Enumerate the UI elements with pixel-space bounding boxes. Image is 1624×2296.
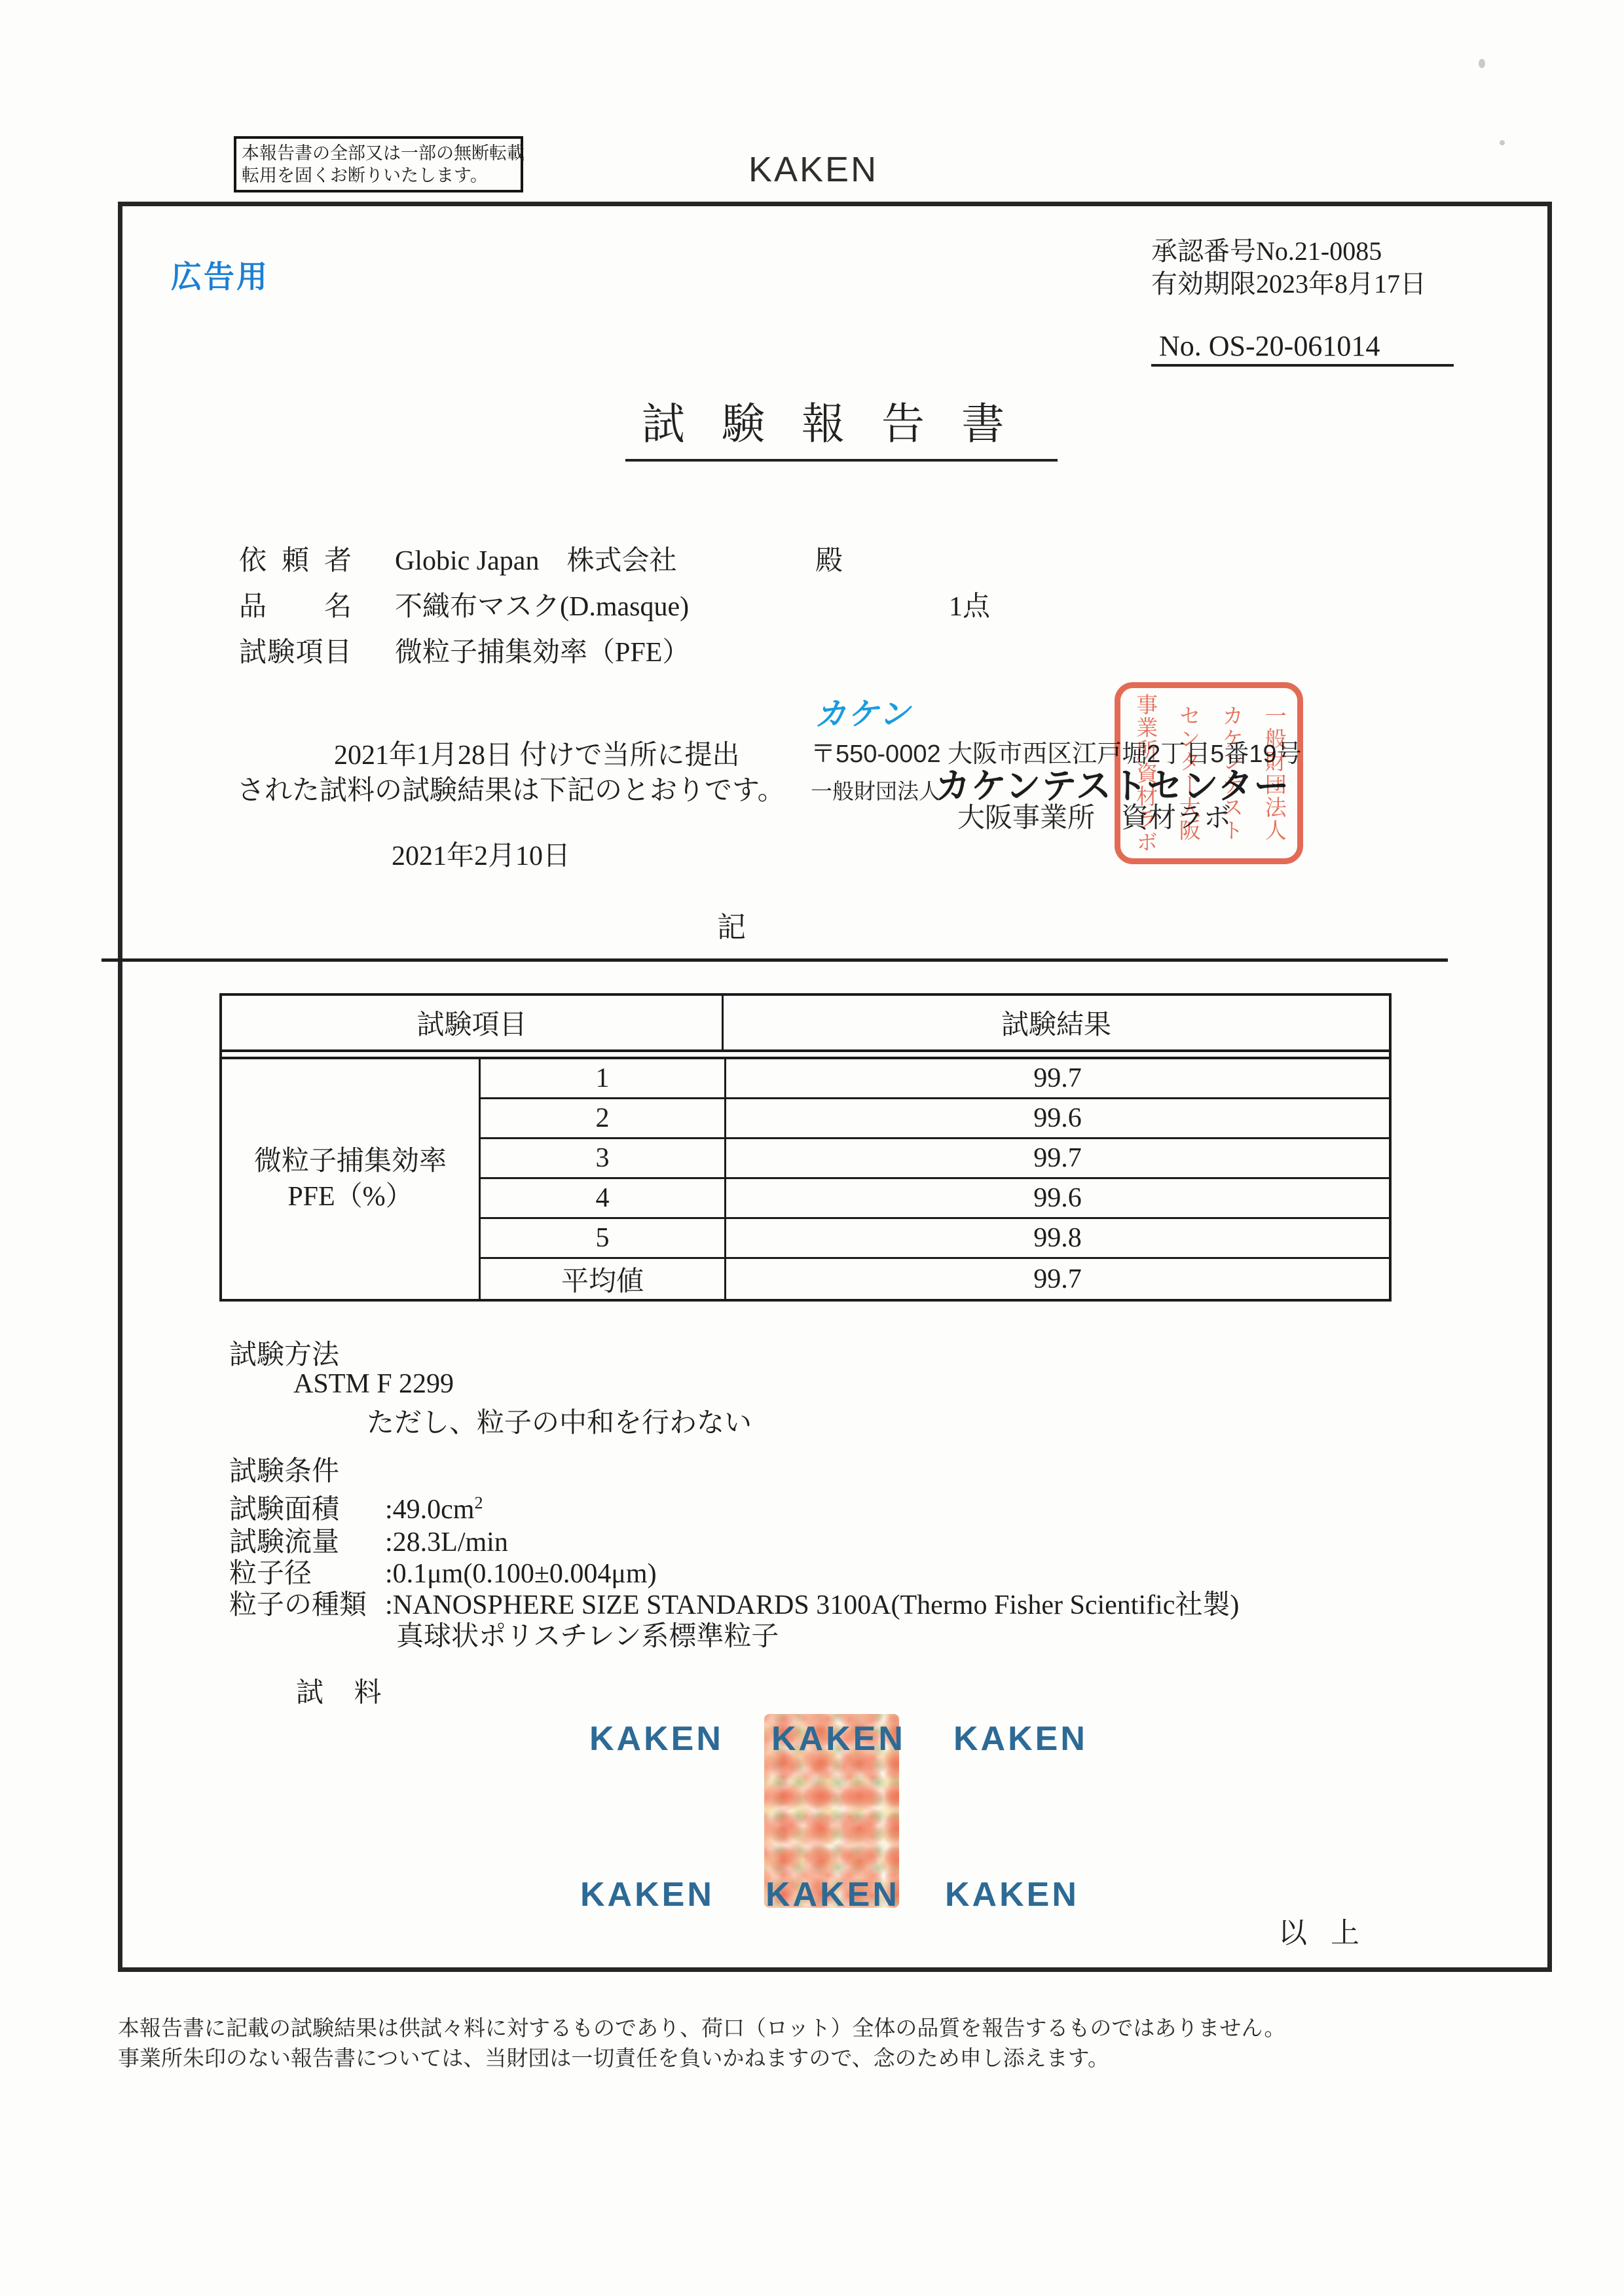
row-number: 2 bbox=[481, 1099, 726, 1137]
scan-artifact bbox=[1479, 59, 1485, 68]
table-row bbox=[481, 1059, 1389, 1099]
results-table-header bbox=[222, 996, 1389, 1052]
closing-mark: 以上 bbox=[1278, 1917, 1383, 1949]
issuer-office: 大阪事業所 bbox=[957, 802, 1096, 833]
footer-disclaimer-line-1: 本報告書に記載の試験結果は供試々料に対するものであり、荷口（ロット）全体の品質を報告するものではありません。 bbox=[118, 2016, 1286, 2040]
issuer-org-name: カケンテストセンター bbox=[935, 767, 1290, 806]
table-row bbox=[481, 1139, 1389, 1179]
notice-line-2: 転用を固くお断りいたします。 bbox=[242, 166, 488, 185]
condition-value: :NANOSPHERE SIZE STANDARDS 3100A(Thermo Fisher Scientific社製) bbox=[385, 1590, 1240, 1620]
results-table-body bbox=[222, 1059, 1389, 1299]
row-value: 99.7 bbox=[1033, 1143, 1082, 1173]
stamp-column-3: センター大阪 bbox=[1175, 704, 1200, 842]
condition-value: :0.1μm(0.100±0.004μm) bbox=[385, 1559, 657, 1589]
expiry-date: 有効期限2023年8月17日 bbox=[1151, 269, 1426, 299]
product-name: 不織布マスク(D.masque) bbox=[395, 592, 690, 622]
product-label: 品名 bbox=[239, 592, 352, 622]
column-header-test-result: 試験結果 bbox=[1001, 1010, 1111, 1040]
results-rows bbox=[481, 1059, 1389, 1299]
client-name: Globic Japan 株式会社 bbox=[395, 546, 677, 576]
table-row bbox=[481, 1179, 1389, 1219]
row-value: 99.7 bbox=[1033, 1264, 1082, 1294]
report-date: 2021年2月10日 bbox=[392, 841, 571, 871]
column-header-test-item: 試験項目 bbox=[222, 996, 724, 1049]
row-value: 99.6 bbox=[1033, 1103, 1082, 1133]
test-item-name: 微粒子捕集効率（PFE） bbox=[395, 638, 690, 668]
item-count: 1点 bbox=[949, 592, 991, 622]
honorific: 殿 bbox=[815, 546, 843, 576]
condition-superscript: 2 bbox=[474, 1493, 483, 1512]
kaken-watermark: KAKEN bbox=[766, 1876, 900, 1914]
issuer-address: 〒550-0002 大阪市西区江戸堀2丁目5番19号 bbox=[811, 740, 1302, 768]
section-divider-rule bbox=[101, 958, 1448, 962]
test-item-label: 試験項目 bbox=[239, 638, 352, 668]
condition-name: 試験流量 bbox=[229, 1527, 340, 1558]
method-note: ただし、粒子の中和を行わない bbox=[367, 1408, 752, 1438]
condition-name: 試験面積 bbox=[229, 1495, 340, 1525]
row-number: 5 bbox=[481, 1219, 726, 1257]
results-table bbox=[219, 993, 1392, 1302]
kaken-watermark: KAKEN bbox=[589, 1720, 724, 1758]
method-standard: ASTM F 2299 bbox=[293, 1369, 454, 1399]
table-row-average bbox=[481, 1259, 1389, 1299]
condition-name: 粒子の種類 bbox=[229, 1590, 367, 1620]
condition-value: :49.0cm bbox=[385, 1495, 475, 1525]
footer-disclaimer-line-2: 事業所朱印のない報告書については、当財団は一切責任を負いかねますので、念のため申し添えます。 bbox=[118, 2046, 1110, 2070]
red-seal-stamp bbox=[1115, 682, 1303, 864]
report-number-underline bbox=[1151, 364, 1454, 367]
notice-line-1: 本報告書の全部又は一部の無断転載 bbox=[242, 143, 525, 163]
sample-section-label: 試 料 bbox=[296, 1678, 394, 1708]
condition-name: 粒子径 bbox=[229, 1559, 312, 1589]
statement-line-2: された試料の試験結果は下記のとおりです。 bbox=[237, 776, 785, 806]
approval-number: 承認番号No.21-0085 bbox=[1151, 236, 1382, 266]
table-row bbox=[481, 1219, 1389, 1259]
kaken-watermark: KAKEN bbox=[953, 1720, 1088, 1758]
issuer-lab: 資材ラボ bbox=[1121, 802, 1232, 833]
condition-value: :28.3L/min bbox=[385, 1527, 508, 1558]
group-label-line-1: 微粒子捕集効率 bbox=[253, 1146, 447, 1176]
client-row bbox=[239, 539, 677, 578]
row-number: 平均値 bbox=[481, 1259, 726, 1299]
issuer-org-prefix: 一般財団法人 bbox=[811, 779, 940, 803]
particle-note: 真球状ポリスチレン系標準粒子 bbox=[396, 1622, 779, 1652]
method-section-label: 試験方法 bbox=[229, 1340, 340, 1370]
test-item-row bbox=[239, 630, 690, 670]
kaken-watermark: KAKEN bbox=[580, 1876, 714, 1914]
reproduction-notice-box bbox=[234, 136, 523, 192]
scan-artifact bbox=[1500, 140, 1505, 145]
product-row bbox=[239, 585, 690, 624]
statement-line-1: 2021年1月28日 付けで当所に提出 bbox=[334, 740, 740, 771]
row-value: 99.8 bbox=[1033, 1223, 1082, 1253]
page-title: 試験報告書 bbox=[625, 389, 1058, 462]
kaken-watermark: KAKEN bbox=[771, 1720, 906, 1758]
row-number: 1 bbox=[481, 1059, 726, 1097]
kaken-logo: カケン bbox=[815, 697, 912, 732]
report-number: No. OS-20-061014 bbox=[1159, 330, 1380, 362]
kaken-watermark: KAKEN bbox=[945, 1876, 1079, 1914]
record-mark: 記 bbox=[717, 911, 746, 943]
stamp-column-1: 一般財団法人 bbox=[1261, 704, 1285, 842]
group-label-line-2: PFE（%） bbox=[287, 1182, 413, 1212]
stamp-column-4: 事業所資材ラボ bbox=[1133, 693, 1157, 854]
client-label: 依頼者 bbox=[239, 546, 352, 576]
stamp-column-2: カケンテスト bbox=[1219, 704, 1243, 842]
conditions-section-label: 試験条件 bbox=[229, 1457, 340, 1487]
row-number: 4 bbox=[481, 1179, 726, 1217]
table-row bbox=[481, 1099, 1389, 1139]
header-double-rule bbox=[222, 1052, 1389, 1059]
kaken-header-logo: KAKEN bbox=[748, 150, 879, 189]
row-value: 99.6 bbox=[1033, 1183, 1082, 1213]
row-group-label bbox=[222, 1059, 481, 1299]
usage-label: 広告用 bbox=[171, 259, 269, 294]
row-number: 3 bbox=[481, 1139, 726, 1177]
row-value: 99.7 bbox=[1033, 1063, 1082, 1093]
